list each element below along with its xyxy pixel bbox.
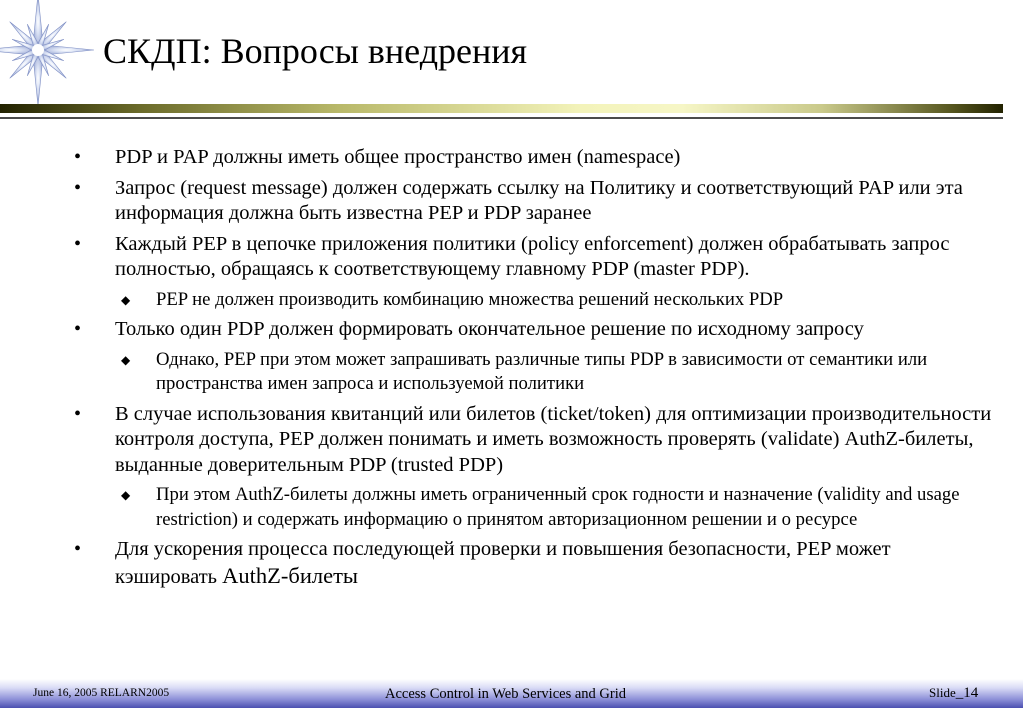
slide-number-value: 14 [963,685,979,701]
bullet-text: Каждый PEP в цепочке приложения политики (policy enforcement) должен обрабатывать запрос полностью, обращаясь к соответствующему главному PDP (master PDP). [115,232,950,280]
sub-bullet-text: При этом AuthZ-билеты должны иметь ограниченный срок годности и назначение (validity and usage restriction) и содержать информацию о принятом авторизационном решении и о ресурсе [156,484,960,530]
footer-date: June 16, 2005 RELARN2005 [33,687,170,699]
slide-number [929,685,978,702]
bullet-text-large: AuthZ-билеты [222,562,359,588]
sub-bullet-item [0,348,1023,397]
star-burst-icon [0,0,98,110]
slide-label: Slide [929,685,956,700]
round-bullet: • [74,176,82,199]
bullet-item [0,145,1023,171]
sub-bullet-text: Однако, PEP при этом может запрашивать различные типы PDP в зависимости от семантики или пространства имен запроса и используемой политики [156,348,928,394]
title-thin-rule [0,117,1003,119]
diamond-bullet: ◆ [121,292,131,307]
bullet-text: Для ускорения процесса последующей проверки и повышения безопасности, PEP может кэшировать [115,538,891,588]
slide-separator: _ [955,685,964,701]
diamond-bullet: ◆ [121,488,131,502]
round-bullet: • [74,402,82,425]
sub-bullet-text: PEP не должен производить комбинацию множества решений нескольких PDP [156,288,784,310]
bullet-item [0,402,1023,479]
sub-bullet-item [0,288,1023,313]
bullet-text: Запрос (request message) должен содержать ссылку на Политику и соответствующий PAP или эта информация должна быть известна PEP и PDP заранее [115,176,963,224]
bullet-item [0,317,1023,343]
bullet-item [0,537,1023,590]
slide-body [0,145,1023,595]
bullet-text: Только один PDP должен формировать окончательное решение по исходному запросу [115,318,864,340]
title-gradient-rule [0,104,1003,113]
diamond-bullet: ◆ [121,352,131,367]
round-bullet: • [74,318,82,340]
bullet-item [0,176,1023,227]
bullet-text: В случае использования квитанций или билетов (ticket/token) для оптимизации производительности контроля доступа, PEP должен понимать и иметь возможность проверять (validate) AuthZ-билеты, выданные доверительным PDP (trusted PDP) [115,402,992,476]
bullet-text: PDP и PAP должны иметь общее пространство имен (namespace) [115,146,681,168]
round-bullet: • [74,146,82,168]
bullet-item [0,232,1023,283]
round-bullet: • [74,232,82,255]
sub-bullet-item [0,483,1023,532]
round-bullet: • [74,538,82,560]
footer-presentation-title: Access Control in Web Services and Grid [385,686,626,702]
page-title: СКДП: Вопросы внедрения [103,31,528,71]
